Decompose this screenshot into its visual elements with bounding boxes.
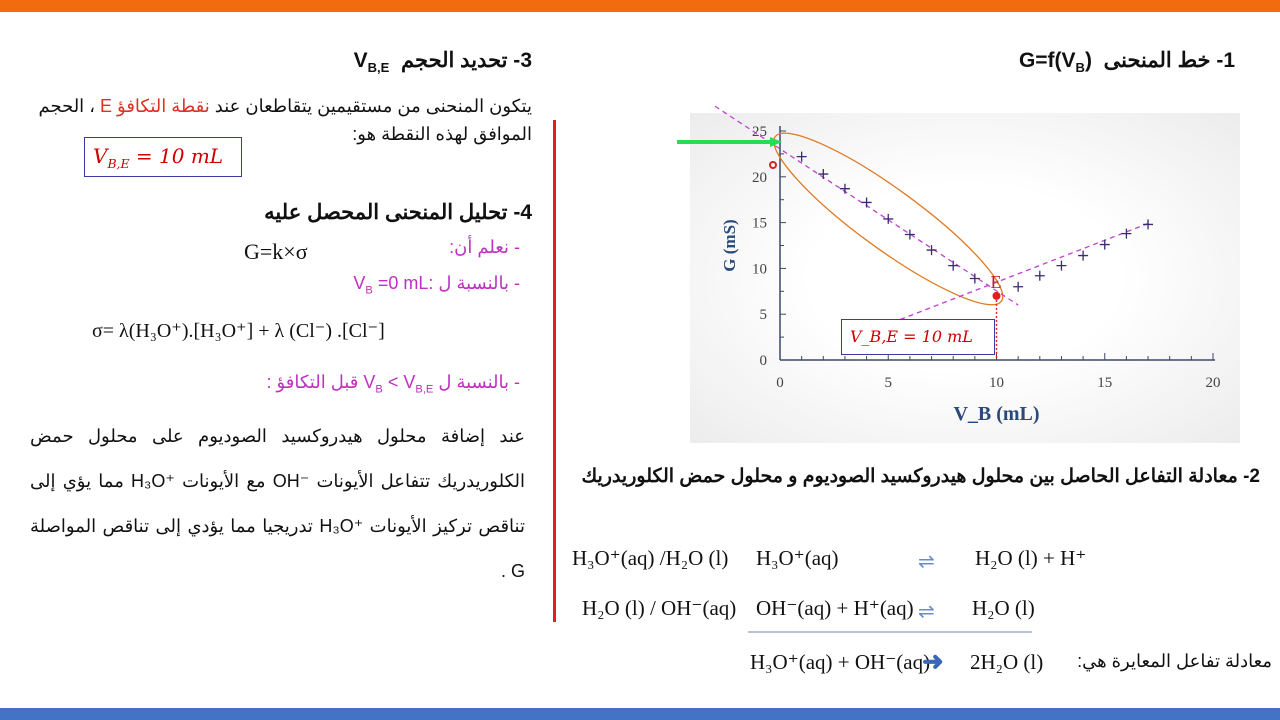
y-tick-label: 25 (752, 124, 767, 140)
result-box (84, 137, 242, 177)
y-tick-label: 20 (752, 169, 767, 186)
y-tick-label: 0 (759, 353, 767, 369)
case0-value: =0 mL: (372, 273, 434, 293)
result-var: V (93, 144, 108, 168)
case0-var: V (353, 273, 366, 293)
section3-title (132, 48, 532, 75)
case1-var: V (363, 372, 376, 392)
data-point (948, 261, 958, 271)
x-tick-label: 5 (884, 375, 892, 391)
fit-line (867, 224, 1148, 333)
x-axis-label: V_B (mL) (953, 403, 1040, 425)
x-tick-label: 20 (1205, 375, 1221, 391)
data-point (1078, 251, 1088, 261)
data-point (1035, 271, 1045, 281)
data-point (1143, 219, 1153, 229)
y-tick-label: 10 (752, 261, 767, 278)
data-point (1013, 282, 1023, 292)
formula-end: ) (1084, 49, 1092, 72)
equivalence-point-term: نقطة التكافؤ E (100, 96, 210, 116)
titration-label: معادلة تفاعل المعايرة هي: (1077, 651, 1272, 671)
data-point (1056, 261, 1066, 271)
case0-sub: B (365, 284, 373, 297)
cursor-marker-icon (770, 162, 776, 168)
equivalence-label: E (990, 271, 1002, 292)
titration-left: H₃O⁺(aq) + OH⁻(aq) (750, 650, 931, 674)
titration-right: 2H₂O (l) (970, 650, 1044, 674)
sigma-formula: σ= λ(H₃O⁺).[H₃O⁺] + λ (Cl⁻) .[Cl⁻] (92, 320, 385, 342)
section4-title: 4- تحليل المنحنى المحصل عليه (264, 201, 532, 224)
result-sub: B,E (107, 156, 130, 171)
data-point (862, 197, 872, 207)
half-eq2-left: OH⁻(aq) + H⁺(aq) (756, 596, 914, 620)
data-point (840, 184, 850, 194)
sum-divider (748, 631, 1032, 633)
section2-title: 2- معادلة التفاعل الحاصل بين محلول هيدروكسيد الصوديوم و محلول حمض الكلوريدريك (581, 466, 1260, 487)
formula-text: G=f(V (1018, 49, 1076, 72)
case0-prefix: - بالنسبة ل (433, 273, 520, 293)
section3-title-text: 3- تحديد الحجم (401, 49, 532, 72)
half-eq1-left: H₃O⁺(aq) (756, 546, 839, 570)
reaction-arrow-icon: ➜ (922, 646, 944, 676)
formula-sub: B (1075, 60, 1085, 76)
equivalence-point (993, 292, 1001, 300)
g-formula: G=k×σ (244, 239, 308, 264)
case1-prefix: - بالنسبة ل (433, 372, 520, 392)
x-tick-label: 15 (1097, 375, 1113, 391)
equilibrium-arrow-icon: ⇌ (918, 551, 935, 573)
section3-text-b: ، الحجم الموافق لهذه النقطة هو: (38, 96, 532, 144)
y-axis-label: G (mS) (720, 219, 739, 272)
equilibrium-arrow-icon: ⇌ (918, 601, 935, 623)
chart-annotation-box: V_B,E = 10 mL (841, 319, 995, 355)
volume-var: V (353, 49, 368, 72)
case-vb0 (220, 273, 520, 297)
x-tick-label: 10 (989, 375, 1004, 391)
section1-title-text: 1- خط المنحنى (1103, 49, 1235, 72)
case1-sub2: B,E (415, 383, 434, 396)
volume-var-sub: B,E (367, 60, 390, 76)
case1-suffix: قبل التكافؤ : (266, 372, 364, 392)
result-value: = 10 mL (129, 144, 224, 168)
half-eq2-right: H₂O (l) (972, 596, 1035, 620)
section3-text-a: يتكون المنحنى من مستقيمين يتقاطعان عند (209, 96, 532, 116)
couple-h3o: H₃O⁺(aq) /H₂O (l) (572, 546, 729, 570)
case-before-equivalence (200, 372, 520, 396)
half-eq1-right: H₂O (l) + H⁺ (975, 546, 1087, 570)
y-tick-label: 5 (759, 307, 767, 324)
data-point (818, 169, 828, 179)
x-tick-label: 0 (776, 375, 784, 391)
case1-compare: < V (382, 372, 416, 392)
know-label: - نعلم أن: (449, 237, 520, 257)
case1-sub: B (375, 383, 383, 396)
couple-oh: H₂O (l) / OH⁻(aq) (582, 596, 737, 620)
data-point (1100, 240, 1110, 250)
analysis-paragraph: عند إضافة محلول هيدروكسيد الصوديوم على محلول حمض الكلوريدريك تتفاعل الأيونات ⁻OH مع الأيونات ⁺H₃O مما يؤي إلى تناقص تركيز الأيونات ⁺H₃O تدريجيا مما يؤدي إلى تناقص المواصلة G . (30, 426, 525, 581)
y-tick-label: 15 (752, 215, 767, 232)
